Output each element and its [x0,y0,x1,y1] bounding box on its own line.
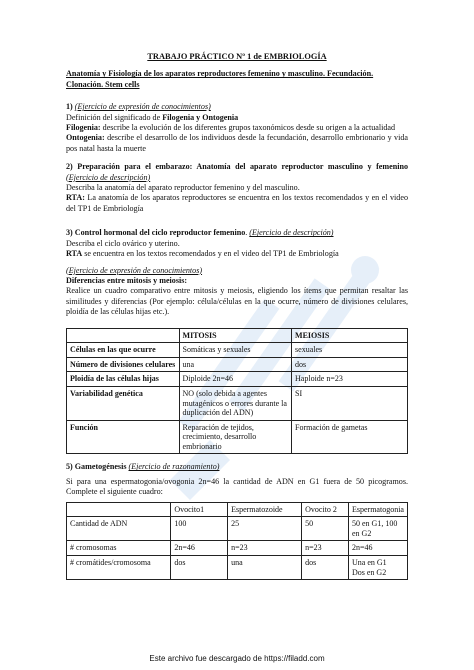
table-cell: Número de divisiones celulares [67,357,180,372]
section-1-heading: 1) (Ejercicio de expresión de conocimientos) [66,102,211,112]
ontogenia-paragraph: Ontogenia: describe el desarrollo de los individuos desde la fecundación, desarrollo embrionario y vida pos natal hasta la muerte [66,133,408,153]
table-row [67,556,408,580]
table-cell: 2n=46 [348,541,407,556]
table-cell: NO (solo debida a agentes mutagénicos o errores durante la duplicación del ADN) [179,386,292,420]
table-row [67,517,408,541]
table-cell: # cromátides/cromosoma [67,556,171,580]
table-header-cell: Ovocito1 [171,502,228,517]
table-cell: 50 [302,517,349,541]
section-5-heading: 5) Gametogénesis (Ejercicio de razonamiento) [66,462,220,472]
download-footer: Este archivo fue descargado de https://filadd.com [149,654,325,663]
table-cell: 25 [228,517,302,541]
table-header-cell [67,502,171,517]
table-cell: Variabilidad genética [67,386,180,420]
section-4-exercise: (Ejercicio de expresión de conocimientos) [66,265,203,275]
document-body [66,52,408,580]
section-4-text: Realice un cuadro comparativo entre mitosis y meiosis, eligiendo los ítems que permitan resaltar las similitudes y diferencias (Por ejemplo: célula/células en la que ocurre, número de divisiones celulares, ploidía de las células hijas etc.). [66,286,408,317]
table-cell: 2n=46 [171,541,228,556]
table-header-cell: MEIOSIS [292,328,408,343]
table-header-cell: Espermatozoide [228,502,302,517]
page-title: TRABAJO PRÁCTICO Nº 1 de EMBRIOLOGÍA [147,52,327,61]
section-4-heading: Diferencias entre mitosis y meiosis: [66,275,188,285]
table-header-cell: Espermatogonia [348,502,407,517]
section-5-text: Si para una espermatogonia/ovogonia 2n=46 la cantidad de ADN en G1 fuera de 50 picogramos. Complete el siguiente cuadro: [66,476,408,497]
table-cell: Haploide n=23 [292,372,408,387]
section-2-line: Describa la anatomía del aparato reproductor femenino y del masculino. [66,183,300,193]
table-cell: 50 en G1, 100 en G2 [348,517,407,541]
table-cell: SI [292,386,408,420]
section-3-answer: RTA se encuentra en los textos recomendados y en el video del TP1 de Embriología [66,249,339,259]
gametogenesis-table [66,502,408,581]
table-cell: sexuales [292,343,408,358]
table-cell: Cantidad de ADN [67,517,171,541]
section-1-line: Definición del significado de Filogenia y Ontogenia [66,112,239,122]
table-row [67,420,408,454]
table-cell: Diploide 2n=46 [179,372,292,387]
table-cell: Células en las que ocurre [67,343,180,358]
section-3-line: Describa el ciclo ovárico y uterino. [66,238,180,248]
table-cell: Una en G1 Dos en G2 [348,556,407,580]
mitosis-meiosis-table [66,328,408,455]
table-cell: dos [302,556,349,580]
table-cell: n=23 [228,541,302,556]
table-row [67,343,408,358]
table-cell: una [179,357,292,372]
table-cell: n=23 [302,541,349,556]
table-cell: Reparación de tejidos, crecimiento, desarrollo embrionario [179,420,292,454]
table-header-row [67,502,408,517]
table-header-cell: MITOSIS [179,328,292,343]
filogenia-paragraph: Filogenia: describe la evolución de los diferentes grupos taxonómicos desde su origen a la actualidad [66,123,396,133]
section-1-exercise: (Ejercicio de expresión de conocimientos) [74,102,211,112]
table-header-cell [67,328,180,343]
table-row [67,372,408,387]
table-cell: Somáticas y sexuales [179,343,292,358]
section-2-answer: RTA: La anatomía de los aparatos reproductores se encuentra en los textos recomendados y en el video del TP1 de Embriología [66,193,408,213]
table-cell: # cromosomas [67,541,171,556]
table-cell: una [228,556,302,580]
table-cell: Formación de gametas [292,420,408,454]
table-header-cell: Ovocito 2 [302,502,349,517]
table-cell: 100 [171,517,228,541]
page-subtitle: Anatomía y Fisiología de los aparatos reproductores femenino y masculino. Fecundación. Clonación. Stem cells [66,69,374,89]
table-row [67,541,408,556]
table-header-row [67,328,408,343]
table-cell: dos [171,556,228,580]
table-row [67,357,408,372]
table-cell: Ploidía de las células hijas [67,372,180,387]
section-3-heading: 3) Control hormonal del ciclo reproductor femenino. (Ejercicio de descripción) [66,228,334,238]
table-row [67,386,408,420]
table-cell: dos [292,357,408,372]
table-cell: Función [67,420,180,454]
section-2-heading: 2) Preparación para el embarazo: Anatomía del aparato reproductor masculino y femenino (Ejercicio de descripción) [66,162,408,182]
